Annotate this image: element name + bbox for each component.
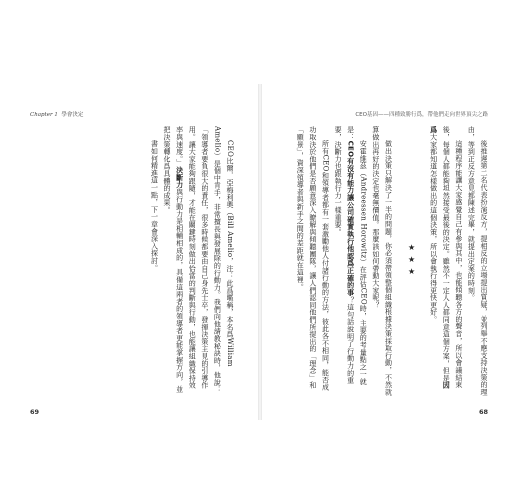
page-number: 68 <box>478 408 488 416</box>
text-run: CEO比爾．亞梅利奧（Bill Amelio，注：此爲暱稱，本名爲William Amelio）是個中肯手，非常擅長與發展除的行動力。我們向他請教秘訣時，他說：「領導者要負很大的責任，很多時候都要由自己身先士卒，發揮決策主見的引導作用。讓大家能夠跟隨，才能在關鍵時刻做出恰當的判斷與行動，也能讓組織保持效率與速度。」 <box>175 126 234 394</box>
bold-phrase: 因爲 <box>429 126 451 389</box>
body-text <box>26 126 236 396</box>
bold-phrase: CEO有沒有能力讓公司確實執行他認爲正確的事 <box>346 140 355 297</box>
text-run: 書如何精進這一點，下一章會深入探討。 <box>150 140 159 272</box>
text-run: ？這句話說明了行動力的重要，決斷力也跟執行力一樣重要。 <box>334 126 355 384</box>
paragraph <box>427 126 465 396</box>
bold-phrase: 決斷力 <box>175 166 184 189</box>
paragraph <box>148 126 161 396</box>
text-run: 後推遲第二名代表扮演反方，提相反的立場提出質疑，並列舉不應支持決策的理由，等到正反方意見都陳述完畢，就提出定案的時刻。 <box>467 126 488 396</box>
running-head <box>30 110 83 118</box>
text-run: 大家都知道怎樣做出的這個決策，所以會執行得更快更好。 <box>429 133 438 324</box>
text-run: 做出決策只解決了一半的問題，你必須帶領整個組織根據決策採取行動，不然就算做出再好的決定也毫無價值。那麼該如何帶動大家呢？ <box>371 126 393 396</box>
left-page <box>10 84 254 420</box>
text-run: 這種程序能讓大家感覺自己有參與其中，也能傾聽各方的聲音，所以會議結束後，每個人都能夠坦然接受最後的決定。雖然不一定人人都同意這個方案，但是 <box>442 126 463 389</box>
text-run: 所有CEO和領導者都有一套激勵他人付諸行動的方法，彼此各不相同，能否成功取決於他們是否願意深入瞭解與傾聽團隊，讓人們認同他們所提出的「理念」和「願景」，資深領導者與新手之間的差距就在這裡。 <box>296 126 330 391</box>
text-run: 與行動力是相輔相成的，具備這兩者的領導者更能掌握方向，並把決策轉化爲具體的成果。 <box>163 126 184 393</box>
chapter-label: Chapter 1 <box>30 112 58 118</box>
section-break: ★★★ <box>407 243 417 279</box>
right-page <box>262 84 506 420</box>
body-text <box>286 126 490 396</box>
book-spread <box>10 84 506 420</box>
page-number: 69 <box>30 408 40 416</box>
paragraph <box>331 126 369 396</box>
paragraph <box>160 126 236 396</box>
paragraph <box>294 126 332 396</box>
running-head: CEO基因——四種致勝行爲，帶他們走向世界頂尖之路 <box>355 112 488 118</box>
paragraph <box>465 126 490 396</box>
paragraph <box>369 126 394 396</box>
text-run: 安霍維茲（Andreessen Horowitz）在評估CEO時，主要的考量點之一就是： <box>346 126 368 386</box>
chapter-title: 學會決定 <box>61 112 84 118</box>
